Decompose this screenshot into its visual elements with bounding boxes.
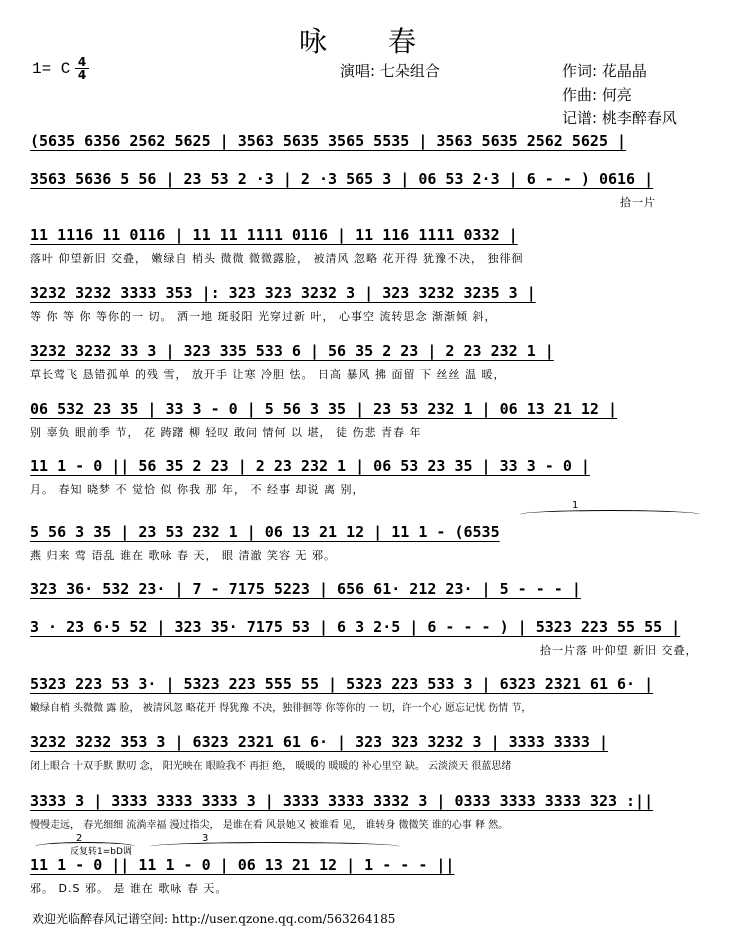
notation: 3232 3232 3333 353 |: 323 323 3232 3 | 323 3232 3235 3 | bbox=[30, 284, 536, 302]
notation: 11 1 - 0 || 11 1 - 0 | 06 13 21 12 | 1 - - - || bbox=[30, 856, 455, 874]
notation: 5323 223 53 3· | 5323 223 555 55 | 5323 223 533 3 | 6323 2321 61 6· | bbox=[30, 675, 654, 693]
lyric-line: 等 你 等 你 等你的一 切。 洒一地 斑驳阳 光穿过新 叶， 心事空 流转思念 渐渐倾 斜， bbox=[30, 310, 497, 323]
lyric-line: 嫩绿自梢 头微微 露 脸， 被清风忽 略花开 得犹豫 不决，独徘徊等 你等你的 一 切，许一个心 愿忘记忧 伤情 节， bbox=[30, 703, 532, 714]
notation: 11 1 - 0 || 56 35 2 23 | 2 23 232 1 | 06 53 23 35 | 33 3 - 0 | bbox=[30, 457, 590, 475]
notation: 323 36· 532 23· | 7 - 7175 5223 | 656 61· 212 23· | 5 - - - | bbox=[30, 580, 581, 598]
transcriber-credit: 记谱: 桃李醉春风 bbox=[562, 109, 677, 127]
lyric-line: 别 辜负 眼前季 节， 花 踌躇 柳 轻叹 敢问 情何 以 堪， 徒 伤悲 青春 年 bbox=[30, 426, 422, 439]
lyric-line: 慢慢走远， 春光细细 流淌幸福 漫过指尖， 是谁在看 风景她又 被谁看 见， 谁转身 微微笑 谁的心事 释 然。 bbox=[30, 820, 509, 831]
notation: 5 56 3 35 | 23 53 232 1 | 06 13 21 12 | 11 1 - (6535 bbox=[30, 523, 500, 541]
volta-label-2: 2 bbox=[76, 833, 83, 844]
lyric-line: 邪。 D.S 邪。 是 谁在 歌咏 春 天。 bbox=[30, 882, 228, 895]
volta-label-1: 1 bbox=[572, 500, 579, 511]
lyric-line: 月。 春知 晓梦 不 觉恰 似 你我 那 年， 不 经事 却说 离 别， bbox=[30, 483, 365, 496]
footer-text: 欢迎光临醉春风记谱空间: http://user.qzone.qq.com/563264185 bbox=[32, 912, 396, 926]
composer-credit: 作曲: 何亮 bbox=[562, 86, 632, 104]
lyric-line: 拾一片 bbox=[620, 196, 656, 209]
notation: 3333 3 | 3333 3333 3333 3 | 3333 3333 3332 3 | 0333 3333 3333 323 :|| bbox=[30, 792, 654, 810]
volta-bracket-1 bbox=[520, 510, 700, 519]
key-signature: 1= C bbox=[32, 60, 71, 78]
notation: 3232 3232 33 3 | 323 335 533 6 | 56 35 2 23 | 2 23 232 1 | bbox=[30, 342, 554, 360]
lyric-line: 拾一片落 叶仰望 新旧 交叠， bbox=[540, 644, 698, 657]
notation: 11 1116 11 0116 | 11 11 1111 0116 | 11 116 1111 0332 | bbox=[30, 226, 518, 244]
notation: 3563 5636 5 56 | 23 53 2 ·3 | 2 ·3 565 3 | 06 53 2·3 | 6 - - ) 0616 | bbox=[30, 170, 654, 188]
volta-label-3: 3 bbox=[202, 833, 209, 844]
lyricist-credit: 作词: 花晶晶 bbox=[562, 62, 647, 80]
notation: 3232 3232 353 3 | 6323 2321 61 6· | 323 323 3232 3 | 3333 3333 | bbox=[30, 733, 608, 751]
repeat-note: 反复转1=bD调 bbox=[70, 847, 132, 857]
lyric-line: 草长莺飞 恳错孤单 的残 雪， 放开手 让寒 冷胆 怯。 日高 暴风 拂 面留 下 丝丝 温 暖， bbox=[30, 368, 506, 381]
notation: 3 · 23 6·5 52 | 323 35· 7175 53 | 6 3 2·5 | 6 - - - ) | 5323 223 55 55 | bbox=[30, 618, 681, 636]
singer-credit: 演唱: 七朵组合 bbox=[340, 62, 440, 80]
meter-bottom: 4 bbox=[77, 68, 87, 82]
lyric-line: 落叶 仰望新旧 交叠， 嫩绿自 梢头 微微 微微露脸， 被清风 忽略 花开得 犹豫不决， 独徘徊 bbox=[30, 252, 524, 265]
lyric-line: 闭上眼合 十双手默 默叨 念， 阳光映在 眼睑我不 再拒 绝， 暖暖的 暖暖的 补心里空 缺。 云淡淡天 很蓝思绪 bbox=[30, 761, 512, 772]
notation: (5635 6356 2562 5625 | 3563 5635 3565 5535 | 3563 5635 2562 5625 | bbox=[30, 132, 627, 150]
song-title: 咏 春 bbox=[299, 25, 442, 58]
volta-bracket-3 bbox=[150, 842, 400, 851]
meter-top: 4 bbox=[75, 56, 89, 69]
time-signature bbox=[75, 56, 89, 81]
notation: 06 532 23 35 | 33 3 - 0 | 5 56 3 35 | 23 53 232 1 | 06 13 21 12 | bbox=[30, 400, 617, 418]
lyric-line: 燕 归来 莺 语乱 谁在 歌咏 春 天， 眼 清澈 笑容 无 邪。 bbox=[30, 549, 336, 562]
